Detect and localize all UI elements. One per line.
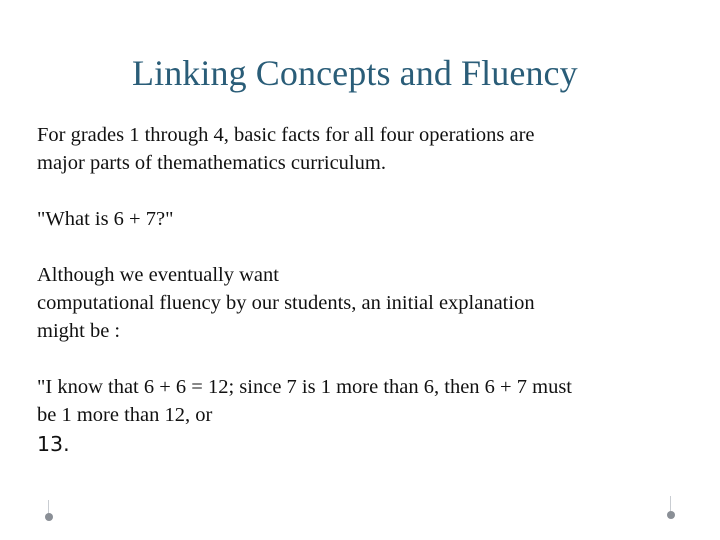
explanation-line-1: "I know that 6 + 6 = 12; since 7 is 1 more than 6, then 6 + 7 must <box>37 376 572 398</box>
paragraph-1-line-2: major parts of themathematics curriculum. <box>37 152 386 174</box>
slide-title: Linking Concepts and Fluency <box>132 53 578 93</box>
right-decoration-line <box>670 496 671 512</box>
paragraph-2-line-2: computational fluency by our students, an initial explanation <box>37 292 535 314</box>
spacer <box>37 233 677 261</box>
slide-body <box>37 121 677 459</box>
left-decoration-line <box>48 500 49 514</box>
spacer <box>37 345 677 373</box>
question-text: "What is 6 + 7?" <box>37 208 174 230</box>
paragraph-2-line-1: Although we eventually want <box>37 264 279 286</box>
paragraph-1-line-1: For grades 1 through 4, basic facts for all four operations are <box>37 124 535 146</box>
left-decoration-dot <box>45 513 53 521</box>
spacer <box>37 177 677 205</box>
paragraph-2-line-3: might be : <box>37 320 121 342</box>
right-decoration-dot <box>667 511 675 519</box>
explanation-line-3: 13. <box>37 432 70 456</box>
explanation-line-2: be 1 more than 12, or <box>37 404 213 426</box>
